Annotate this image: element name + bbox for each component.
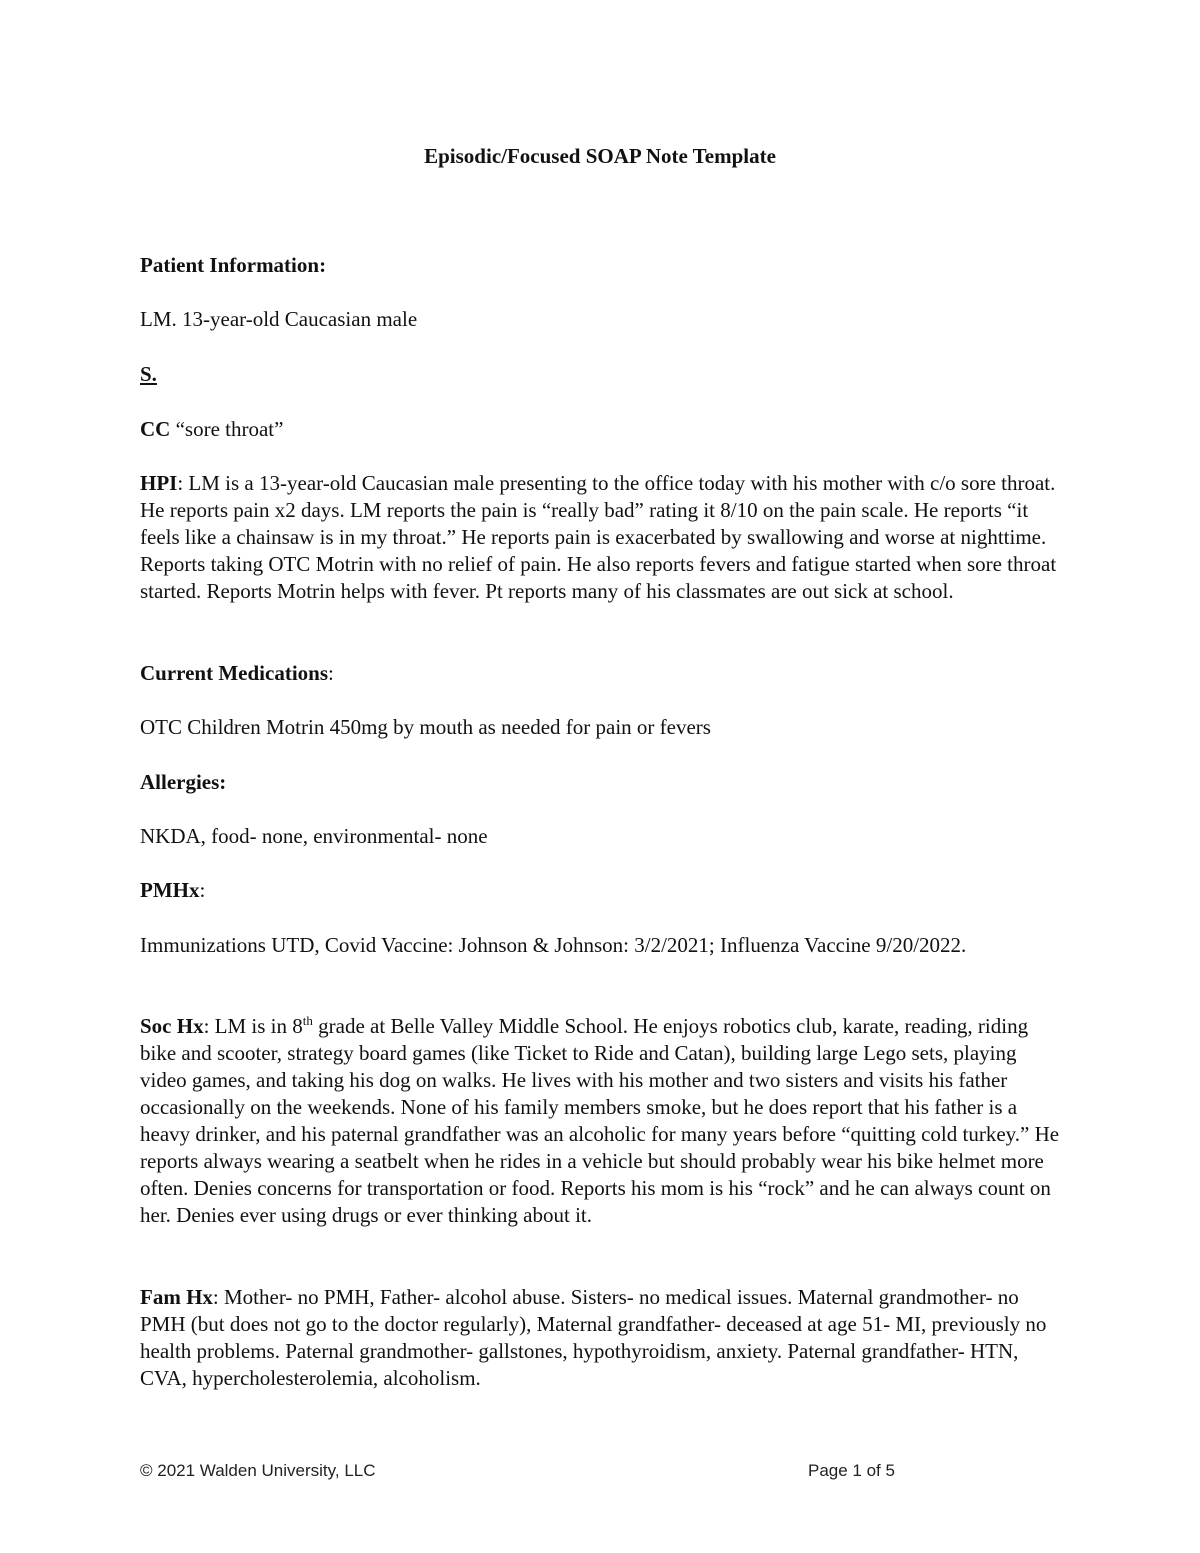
fam-hx-label: Fam Hx: [140, 1285, 213, 1309]
fam-hx-paragraph: [140, 1284, 1060, 1392]
soc-hx-label: Soc Hx: [140, 1014, 204, 1038]
patient-info-text: LM. 13-year-old Caucasian male: [140, 307, 418, 331]
allergies-label: Allergies:: [140, 770, 227, 794]
medications-label: Current Medications: [140, 661, 329, 685]
chief-complaint: [140, 416, 1060, 443]
subjective-label: S.: [140, 362, 157, 386]
patient-info-label: Patient Information:: [140, 253, 327, 277]
allergies-heading: [140, 769, 1060, 796]
footer-copyright: © 2021 Walden University, LLC: [140, 1461, 376, 1480]
pmhx-heading: [140, 877, 1060, 904]
fam-hx-text: : Mother- no PMH, Father- alcohol abuse. Sisters- no medical issues. Maternal grandmother- no PMH (but does not go to the doctor regularly), Maternal grandfather- deceased at age 51- MI, previously no health problems. Paternal grandmother- gallstones, hypothyroidism, anxiety. Paternal grandfather- HTN, CVA, hypercholesterolemia, alcoholism.: [140, 1285, 1047, 1390]
cc-text: “sore throat”: [170, 417, 284, 441]
patient-info-heading: [140, 252, 1060, 279]
medications-heading: [140, 660, 1060, 687]
subjective-heading: [140, 361, 1060, 388]
hpi-label: HPI: [140, 471, 178, 495]
soc-hx-paragraph: [140, 1013, 1060, 1229]
hpi-text: : LM is a 13-year-old Caucasian male presenting to the office today with his mother with c/o sore throat. He reports pain x2 days. LM reports the pain is “really bad” rating it 8/10 on the pain scale. He reports “it feels like a chainsaw is in my throat.” He reports pain is exacerbated by swallowing and worse at nighttime. Reports taking OTC Motrin with no relief of pain. He also reports fevers and fatigue started when sore throat started. Reports Motrin helps with fever. Pt reports many of his classmates are out sick at school.: [140, 471, 1057, 603]
soc-hx-ordinal-suffix: th: [302, 1013, 313, 1028]
pmhx-label: PMHx: [140, 878, 200, 902]
soc-hx-text-start: : LM is in 8: [203, 1014, 303, 1038]
pmhx-colon: :: [199, 878, 206, 902]
medications-text: OTC Children Motrin 450mg by mouth as needed for pain or fevers: [140, 715, 711, 739]
medications-colon: :: [328, 661, 334, 685]
soc-hx-text: grade at Belle Valley Middle School. He enjoys robotics club, karate, reading, riding bike and scooter, strategy board games (like Ticket to Ride and Catan), building large Lego sets, playing video games, and taking his dog on walks. He lives with his mother and two sisters and visits his father occasionally on the weekends. None of his family members smoke, but he does report that his father is a heavy drinker, and his paternal grandfather was an alcoholic for many years before “quitting cold turkey.” He reports always wearing a seatbelt when he rides in a vehicle but should probably wear his bike helmet more often. Denies concerns for transportation or food. Reports his mom is his “rock” and he can always count on her. Denies ever using drugs or ever thinking about it.: [140, 1014, 1060, 1227]
cc-label: CC: [140, 417, 171, 441]
hpi-paragraph: [140, 470, 1060, 605]
footer-page-number: Page 1 of 5: [808, 1461, 895, 1480]
document-title: Episodic/Focused SOAP Note Template: [424, 144, 776, 168]
pmhx-text: Immunizations UTD, Covid Vaccine: Johnson & Johnson: 3/2/2021; Influenza Vaccine 9/20/2022.: [140, 933, 967, 957]
allergies-text: NKDA, food- none, environmental- none: [140, 824, 488, 848]
